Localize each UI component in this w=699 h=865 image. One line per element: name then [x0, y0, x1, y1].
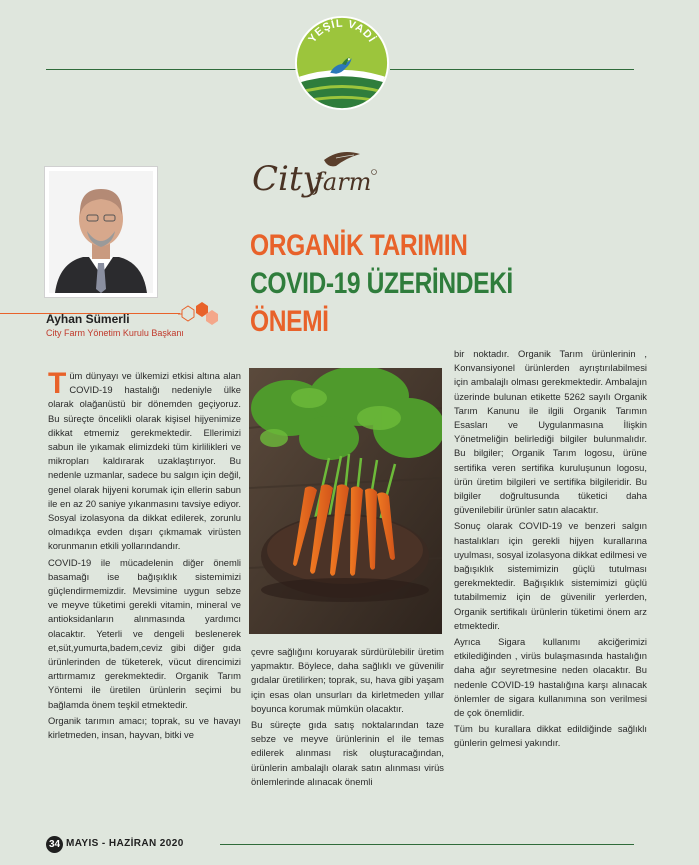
article-title-line-3: ÖNEMİ	[250, 305, 329, 338]
article-column-3	[454, 347, 647, 753]
logo-text: YEŞİL VADİ	[306, 17, 378, 46]
paragraph: çevre sağlığını koruyarak sürdürülebilir üretim yapmaktır. Böylece, daha sağlıklı ve güvenilir gıdalar üretilirken; toprak, su, hava gibi yaşam için esas olan unsurları da kirletmeden yıllar boyunca korumak mümkün olacaktır.	[251, 646, 444, 714]
article-title-line-1: ORGANİK TARIMIN	[250, 229, 468, 262]
header-rule-left	[46, 69, 296, 70]
paragraph	[48, 369, 241, 554]
article-column-2	[251, 645, 444, 791]
author-title: City Farm Yönetim Kurulu Başkanı	[46, 328, 184, 338]
carrots-bowl-photo	[249, 368, 442, 634]
svg-text:City: City	[252, 159, 322, 199]
paragraph: Bu süreçte gıda satış noktalarından taze sebze ve meyve ürünlerinin el ile temas edilerek alınması risk oluşturacağından, ürünlerin ambalajlı olarak satın alınması virüs önlemlerinde alınacak önemli	[251, 719, 444, 787]
paragraph: Tüm bu kurallara dikkat edildiğinde sağlıklı günlerin gelmesi yakındır.	[454, 723, 647, 749]
issue-date: MAYIS - HAZİRAN 2020	[66, 838, 184, 849]
paragraph: Ayrıca Sigara kullanımı akciğerimizi etkilediğinden , virüs bulaşmasında hastalığın daha ağır seyretmesine neden olacaktır. Bu nedenle COVID-19 hastalığına karşı alınacak önlemler de sigara kullanımına son verilmesi de çok önemlidir.	[454, 636, 647, 719]
yesil-vadi-logo	[293, 14, 391, 112]
header-rule-right	[390, 69, 634, 70]
drop-cap: T	[48, 367, 67, 400]
paragraph: Sonuç olarak COVID-19 ve benzeri salgın hastalıkları için gerekli hijyen kurallarına uyulması, sosyal izolasyona dikkat edilmesi ve bağışıklık sistemimizin güçlü tutulması gerekmektedir. Bağışıklık sistemimizi güçlü tutabilmemiz için de güvenilir yerlerden, Organik sertifikalı ürünlerin tüketimi önem arz etmektedir.	[454, 520, 647, 631]
author-name: Ayhan Sümerli	[46, 312, 130, 326]
article-column-1	[48, 369, 241, 744]
hexagon-decoration	[178, 302, 228, 328]
footer-rule	[220, 844, 634, 845]
svg-text:farm: farm	[314, 168, 372, 196]
author-portrait	[49, 171, 153, 293]
page-number: 34	[46, 836, 63, 853]
paragraph: bir noktadır. Organik Tarım ürünlerinin , Konvansiyonel ürünlerden ayrıştırılabilmesi için ambalajlı olması gerekmektedir. Ambalajın üzerinde bulunan etikette 5262 sayılı Organik Tarım Kanunu ile ilgili Organik Tarımın Esasları ve Uygulanmasına İlişkin Yönetmeliğin belirlediği bilgiler bulunmalıdır. Bu bilgiler; Organik Tarım logosu, ürüne sertifika veren sertifika kuruluşunun logosu, ürün üretim bilgileri ve sertifika bilgileridir. Bu bilgiler doğrultusunda tüketici daha güvenilebilir ürünler satın alacaktır.	[454, 348, 647, 516]
paragraph: Organik tarımın amacı; toprak, su ve havayı kirletmeden, insan, hayvan, bitki ve	[48, 714, 241, 741]
article-title-line-2: COVID-19 ÜZERİNDEKİ	[250, 267, 513, 300]
author-photo-frame	[44, 166, 158, 298]
cityfarm-logo	[250, 146, 380, 204]
paragraph-text: üm dünyayı ve ülkemizi etkisi altına alan COVID-19 hastalığı nedeniyle ülke olarak olağanüstü bir dönemden geçiyoruz. Bu süreçte öncelikli olarak kişisel hijyenimize dikkat etmemiz gerekmektedir. Ellerimizi sabun ile yıkamak elimizdeki tüm kirlilikleri ve mikropları kaldırarak uzaklaştırıyor. Bu nedenle uzmanlar, sadece bu salgın için değil, genel olarak hijyeni korumak için ellerin sabun ile en az 20 saniye yıkanmasını tavsiye ediyor. Sosyal izolasyona da dikkat edilerek, zorunlu olmadıkça evden dışarı çıkmamak virüsten korunmanın etkili yollarındandır.	[48, 370, 241, 552]
paragraph: COVID-19 ile mücadelenin diğer önemli basamağı ise bağışıklık sistemimizi güçlendirmemizdir. Mevsimine uygun sebze ve meyve tüketimi gerekli vitamin, mineral ve antioksidanların alınmasında yardımcı olacaktır. Yeterli ve dengeli beslenerek et,süt,yumurta,badem,ceviz gibi diğer gıda ürünlerinden de tüketerek, vücut direncimizi arttırmamız gerekmektedir. Organik Tarım Yöntemi ile üretilen ürünlerin seçimi bu bağlamda önem teşkil etmektedir.	[48, 556, 241, 710]
